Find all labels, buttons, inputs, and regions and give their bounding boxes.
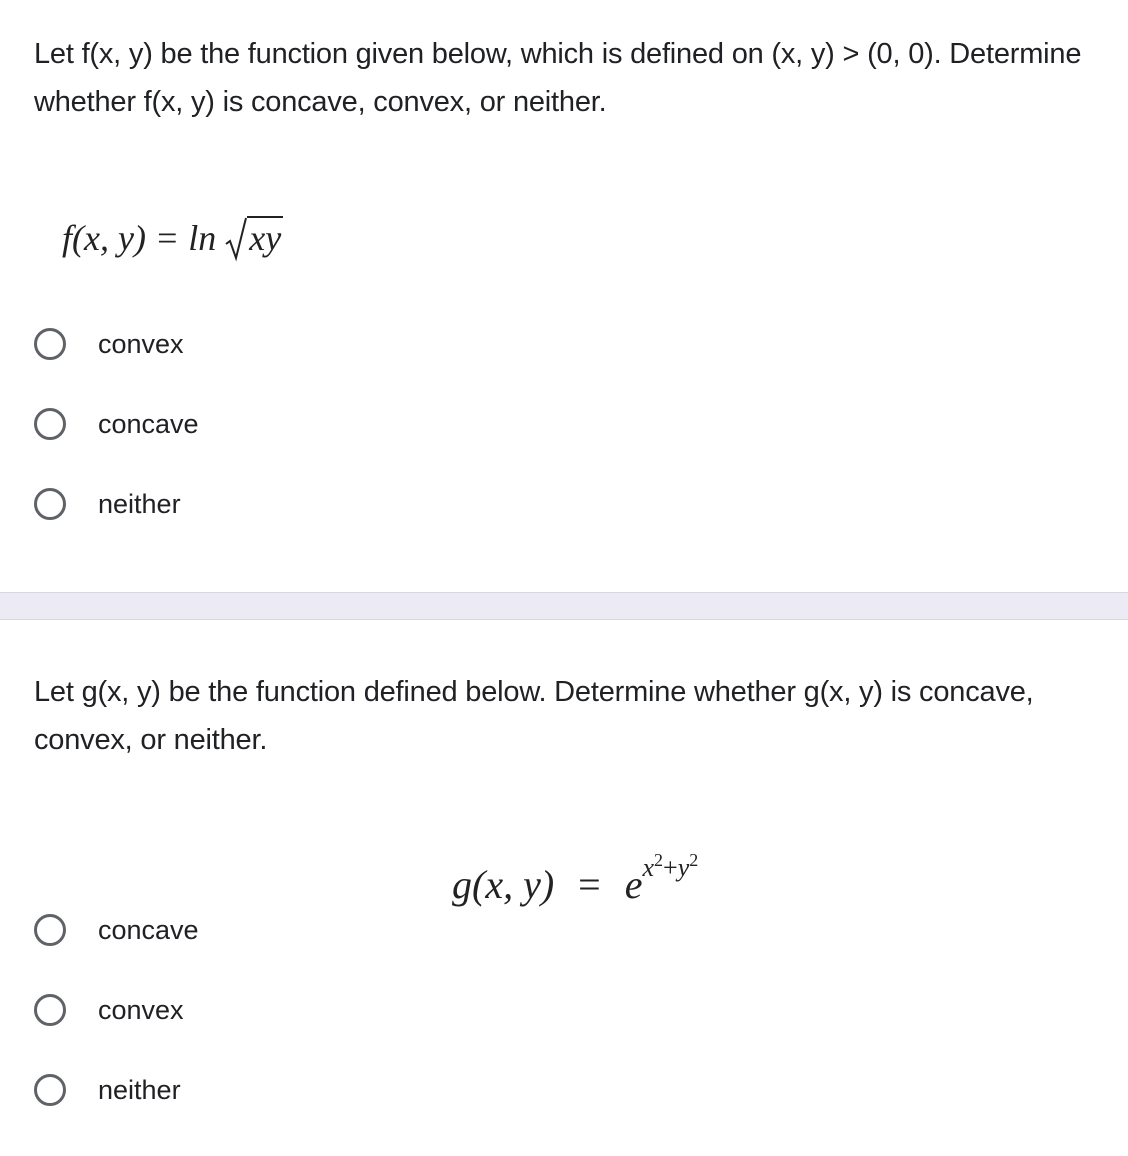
q1-option-concave[interactable]	[34, 402, 199, 446]
option-label: concave	[98, 409, 199, 439]
question-2-formula	[452, 834, 698, 911]
question-1-formula	[62, 210, 283, 263]
option-label: convex	[98, 329, 184, 359]
radio-circle-icon[interactable]	[34, 994, 66, 1026]
formula-g-lhs: g(x, y)	[452, 862, 555, 907]
question-2	[0, 620, 1128, 1156]
q2-option-convex[interactable]	[34, 988, 184, 1032]
radio-circle-icon[interactable]	[34, 488, 66, 520]
option-label: concave	[98, 915, 199, 945]
question-1-prompt: Let f(x, y) be the function given below, which is defined on (x, y) > (0, 0). Determine whether f(x, y) is concave, convex, or neither.	[34, 38, 1082, 118]
formula-f-radicand: xy	[249, 218, 282, 258]
formula-g-equals: =	[578, 862, 601, 907]
option-label: neither	[98, 489, 181, 519]
formula-g-exponent: x2+y2	[642, 850, 699, 882]
formula-g-base: e	[624, 862, 643, 907]
radio-circle-icon[interactable]	[34, 328, 66, 360]
square-root	[225, 210, 283, 263]
option-label: convex	[98, 995, 184, 1025]
option-label: neither	[98, 1075, 181, 1105]
radical-sign-icon	[225, 216, 247, 262]
radio-circle-icon[interactable]	[34, 914, 66, 946]
radio-circle-icon[interactable]	[34, 1074, 66, 1106]
q2-option-neither[interactable]	[34, 1068, 181, 1112]
q1-option-neither[interactable]	[34, 482, 181, 526]
radio-circle-icon[interactable]	[34, 408, 66, 440]
question-2-prompt: Let g(x, y) be the function defined below. Determine whether g(x, y) is concave, convex, or neither.	[34, 676, 1034, 756]
formula-f-lhs: f(x, y) = ln	[62, 218, 217, 258]
section-divider	[0, 592, 1128, 620]
q2-option-concave[interactable]	[34, 908, 199, 952]
q1-option-convex[interactable]	[34, 322, 184, 366]
